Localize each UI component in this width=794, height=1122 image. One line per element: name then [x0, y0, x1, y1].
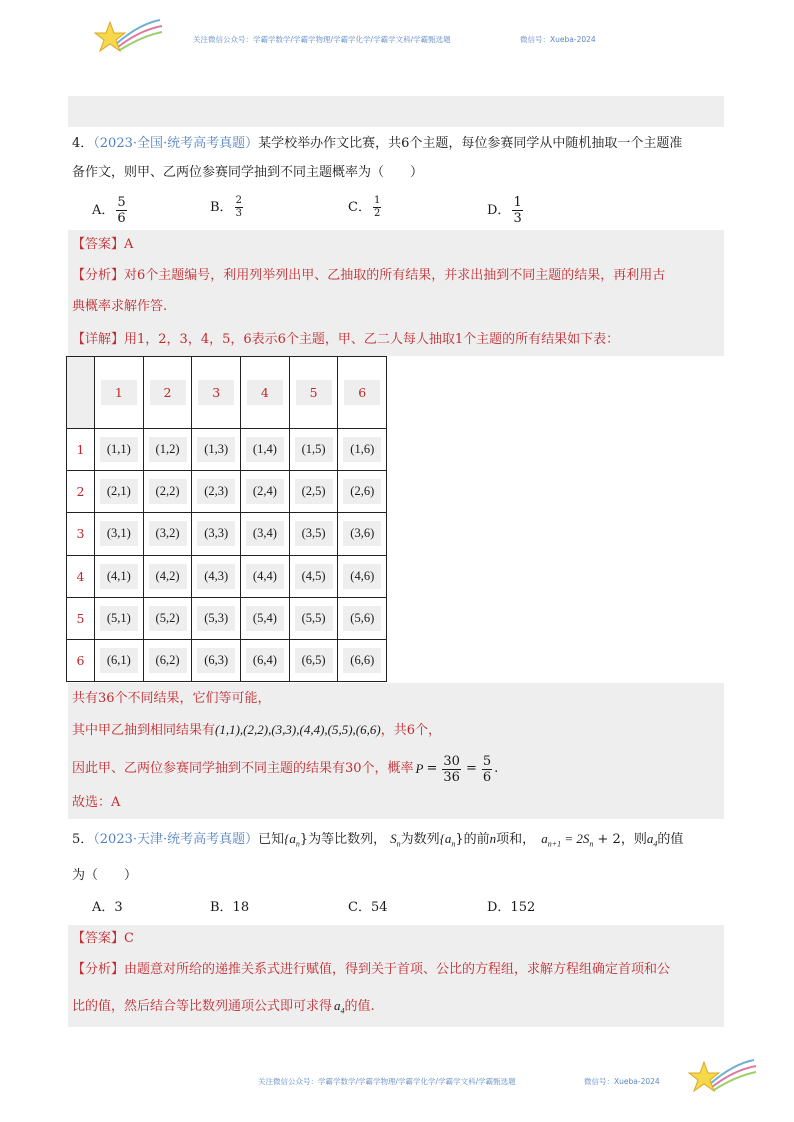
- denominator: 3: [235, 208, 242, 219]
- q5-text: 的前: [463, 832, 490, 847]
- q5-number: 5．: [72, 832, 94, 847]
- cell-text: (6,5): [295, 648, 333, 673]
- numerator: 5: [482, 753, 492, 769]
- cell-text: (6,2): [149, 648, 187, 673]
- math-seq: {a: [439, 831, 452, 846]
- fraction: [116, 196, 126, 225]
- table-row: [67, 429, 387, 471]
- table-cell: [192, 471, 241, 513]
- numerator: 2: [235, 195, 242, 206]
- math-s: S: [390, 831, 397, 846]
- col-header: [143, 357, 192, 429]
- cell-text: (3,4): [246, 521, 284, 546]
- table-cell: [143, 471, 192, 513]
- cell-text: (2,3): [197, 479, 235, 504]
- q4-line1: [72, 134, 682, 154]
- col-header-text: 4: [247, 380, 283, 405]
- table-cell: [338, 555, 387, 597]
- analysis-tag: 【分析】: [72, 268, 125, 283]
- analysis-text-end: 的值.: [344, 999, 375, 1014]
- cell-text: (6,4): [246, 648, 284, 673]
- cell-text: (1,1): [100, 437, 138, 462]
- sol3-text: 因此甲、乙两位参赛同学抽到不同主题的结果有30个，概率: [72, 761, 414, 776]
- math-rhs: = 2S: [561, 831, 590, 846]
- table-cell: [241, 429, 290, 471]
- outcome-table: [66, 356, 387, 682]
- row-header: 2: [67, 471, 95, 513]
- col-header-text: 2: [150, 380, 186, 405]
- option-label: B．: [210, 200, 233, 215]
- detail-text: 用1，2，3，4，5，6表示6个主题，甲、乙二人每人抽取1个主题的所有结果如下表：: [124, 332, 620, 347]
- previous-solution-block: [68, 96, 724, 127]
- q4-sol-line1: 共有36个不同结果，它们等可能，: [72, 691, 271, 706]
- option-label: C．: [348, 200, 371, 215]
- table-cell: [143, 429, 192, 471]
- cell-text: (4,4): [246, 564, 284, 589]
- analysis-text: 比的值，然后结合等比数列通项公式即可求得: [72, 999, 333, 1014]
- table-row: [67, 555, 387, 597]
- cell-text: (3,5): [295, 521, 333, 546]
- table-cell: [338, 597, 387, 639]
- q4-option-c: [348, 196, 383, 219]
- q5-option-b: B．18: [210, 900, 250, 915]
- numerator: 30: [443, 753, 460, 769]
- q5-analysis-line2: [72, 996, 375, 1022]
- table-cell: [241, 555, 290, 597]
- option-label: D．: [487, 203, 511, 218]
- q4-line2: 备作文，则甲、乙两位参赛同学抽到不同主题概率为（ ）: [72, 165, 424, 180]
- star-logo-icon: [688, 1054, 758, 1098]
- cell-text: (6,1): [100, 648, 138, 673]
- q5-option-d: D．152: [487, 900, 536, 915]
- q4-text1: 某学校举办作文比赛，共6个主题，每位参赛同学从中随机抽取一个主题准: [258, 136, 683, 151]
- row-header: 3: [67, 513, 95, 555]
- q5-text: 的值: [657, 832, 684, 847]
- cell-text: (1,6): [343, 437, 381, 462]
- q4-option-a: [92, 196, 129, 225]
- table-cell: [95, 429, 144, 471]
- cell-text: (3,1): [100, 521, 138, 546]
- table-cell: [289, 555, 338, 597]
- table-cell: [241, 513, 290, 555]
- cell-text: (3,3): [197, 521, 235, 546]
- cell-text: (4,2): [149, 564, 187, 589]
- header-wechat-id: 微信号：Xueba-2024: [520, 35, 596, 44]
- cell-text: (5,3): [197, 606, 235, 631]
- col-header: [192, 357, 241, 429]
- q4-option-b: [210, 196, 245, 219]
- cell-text: (2,6): [343, 479, 381, 504]
- cell-text: (5,2): [149, 606, 187, 631]
- row-header: 1: [67, 429, 95, 471]
- denominator: 6: [117, 211, 126, 226]
- table-cell: [289, 429, 338, 471]
- fraction-5-6: [482, 755, 492, 784]
- table-cell: [289, 597, 338, 639]
- col-header: [95, 357, 144, 429]
- math-seq: {a: [284, 831, 296, 846]
- math-plus: + 2: [593, 832, 621, 847]
- q4-analysis-line1: [72, 266, 665, 286]
- analysis-text: 由题意对所给的递推关系式进行赋值，得到关于首项、公比的方程组，求解方程组确定首项和公: [124, 962, 671, 977]
- math-sub: n: [295, 839, 300, 849]
- numerator: 1: [513, 195, 522, 210]
- table-cell: [95, 639, 144, 681]
- cell-text: (4,1): [100, 564, 138, 589]
- star-logo-icon: [94, 14, 164, 58]
- q4-sol-line2: [72, 720, 441, 741]
- math-sub: n+1: [547, 839, 562, 849]
- cell-text: (1,3): [197, 437, 235, 462]
- q5-text: 为数列: [400, 832, 440, 847]
- numerator: 1: [373, 195, 381, 206]
- q4-number: 4．: [72, 136, 94, 151]
- fraction-30-36: [442, 755, 461, 784]
- fraction: [373, 196, 381, 219]
- q5-analysis-line1: [72, 960, 670, 980]
- fraction: [235, 196, 243, 219]
- cell-text: (1,5): [295, 437, 333, 462]
- table-cell: [143, 597, 192, 639]
- denominator: 6: [482, 769, 492, 785]
- row-header: 4: [67, 555, 95, 597]
- sol2-text: 其中甲乙抽到相同结果有: [72, 723, 216, 738]
- math-a4: a: [646, 831, 654, 846]
- math-sub: n: [589, 839, 594, 849]
- sol3-p: P: [415, 761, 424, 776]
- cell-text: (2,2): [149, 479, 187, 504]
- col-header-text: 6: [344, 380, 380, 405]
- denominator: 2: [373, 208, 381, 219]
- q5-text: 已知: [258, 832, 285, 847]
- q5-line1: 5．（2023·天津·统考高考真题）已知$\{a_n\}$为等比数列， $S_n$为数列$\{a_n\}$的前n项和， $a_{n+1} = 2S_n + 2$，则$a_4$的值: [72, 831, 684, 849]
- table-cell: [289, 471, 338, 513]
- detail-tag: 【详解】: [72, 332, 125, 347]
- math-sub: n: [396, 839, 401, 849]
- q5-text: 项和，: [496, 832, 536, 847]
- cell-text: (1,2): [149, 437, 187, 462]
- table-cell: [338, 513, 387, 555]
- denominator: 36: [443, 769, 460, 785]
- table-cell: [289, 639, 338, 681]
- cell-text: (2,4): [246, 479, 284, 504]
- table-cell: [338, 639, 387, 681]
- sol2-math: (1,1),(2,2),(3,3),(4,4),(5,5),(6,6): [215, 722, 381, 737]
- table-cell: [338, 429, 387, 471]
- math-a4: a: [334, 998, 341, 1013]
- answer-tag: 【答案】: [72, 237, 125, 252]
- table-header-row: [67, 357, 387, 429]
- col-header-text: 3: [198, 380, 234, 405]
- q4-answer: [72, 235, 133, 255]
- col-header-text: 5: [296, 380, 332, 405]
- table-cell: [192, 513, 241, 555]
- table-corner: [67, 357, 95, 429]
- fraction: [512, 196, 522, 225]
- header-text: 关注微信公众号：学霸学数学/学霸学物理/学霸学化学/学霸学文科/学霸甄选题: [193, 35, 451, 44]
- q4-choose: 故选：A: [72, 795, 121, 810]
- cell-text: (4,5): [295, 564, 333, 589]
- q4-option-d: [487, 196, 525, 225]
- footer-text: 关注微信公众号：学霸学数学/学霸学物理/学霸学化学/学霸学文科/学霸甄选题: [258, 1077, 516, 1086]
- q5-text: 为等比数列，: [308, 832, 387, 847]
- table-cell: [95, 471, 144, 513]
- cell-text: (3,6): [343, 521, 381, 546]
- cell-text: (2,1): [100, 479, 138, 504]
- q4-detail: [72, 330, 619, 350]
- table-cell: [192, 597, 241, 639]
- answer-tag: 【答案】: [72, 931, 125, 946]
- table-row: [67, 471, 387, 513]
- table-row: [67, 597, 387, 639]
- analysis-text: 对6个主题编号，利用列举列出甲、乙抽取的所有结果，并求出抽到不同主题的结果，再利用古: [124, 268, 666, 283]
- col-header: [241, 357, 290, 429]
- table-cell: [143, 639, 192, 681]
- table-cell: [143, 513, 192, 555]
- cell-text: (5,5): [295, 606, 333, 631]
- table-cell: [192, 639, 241, 681]
- sol3-eq: =: [426, 761, 438, 776]
- cell-text: (2,5): [295, 479, 333, 504]
- math-sub: 4: [340, 1006, 345, 1016]
- footer-wechat-id: 微信号：Xueba-2024: [584, 1077, 660, 1086]
- table-cell: [289, 513, 338, 555]
- q5-option-a: A．3: [92, 900, 123, 915]
- q5-answer: [72, 929, 134, 949]
- table-cell: [241, 639, 290, 681]
- col-header: [338, 357, 387, 429]
- math-a: a: [541, 831, 548, 846]
- table-cell: [95, 597, 144, 639]
- numerator: 5: [117, 195, 126, 210]
- sol2-text-end: ，共6个，: [380, 723, 441, 738]
- table-cell: [192, 555, 241, 597]
- table-cell: [95, 555, 144, 597]
- math-n: n: [489, 831, 497, 846]
- cell-text: (5,1): [100, 606, 138, 631]
- row-header: 5: [67, 597, 95, 639]
- q5-option-c: C．54: [348, 900, 388, 915]
- denominator: 3: [513, 211, 522, 226]
- q5-source: （2023·天津·统考高考真题）: [93, 832, 259, 847]
- answer-value: A: [124, 237, 134, 252]
- table-cell: [192, 429, 241, 471]
- q4-analysis-line2: 典概率求解作答.: [72, 299, 168, 314]
- table-cell: [338, 471, 387, 513]
- q5-line2: 为（ ）: [72, 868, 138, 883]
- q4-source: （2023·全国·统考高考真题）: [93, 136, 259, 151]
- row-header: 6: [67, 639, 95, 681]
- cell-text: (6,3): [197, 648, 235, 673]
- col-header-text: 1: [101, 380, 137, 405]
- col-header: [289, 357, 338, 429]
- cell-text: (3,2): [149, 521, 187, 546]
- table-cell: [241, 471, 290, 513]
- table-cell: [241, 597, 290, 639]
- sol3-eq2: =: [465, 761, 477, 776]
- table-cell: [143, 555, 192, 597]
- q5-text: ，则: [620, 832, 647, 847]
- cell-text: (4,3): [197, 564, 235, 589]
- cell-text: (4,6): [343, 564, 381, 589]
- cell-text: (6,6): [343, 648, 381, 673]
- analysis-tag: 【分析】: [72, 962, 125, 977]
- cell-text: (1,4): [246, 437, 284, 462]
- math-sub: n: [451, 839, 456, 849]
- cell-text: (5,4): [246, 606, 284, 631]
- table-row: [67, 639, 387, 681]
- math-sub: 4: [653, 839, 658, 849]
- q4-sol-line3: [72, 752, 498, 786]
- table-cell: [95, 513, 144, 555]
- option-label: A．: [92, 203, 115, 218]
- table-row: [67, 513, 387, 555]
- answer-value: C: [124, 931, 134, 946]
- sol3-period: .: [494, 761, 499, 776]
- cell-text: (5,6): [343, 606, 381, 631]
